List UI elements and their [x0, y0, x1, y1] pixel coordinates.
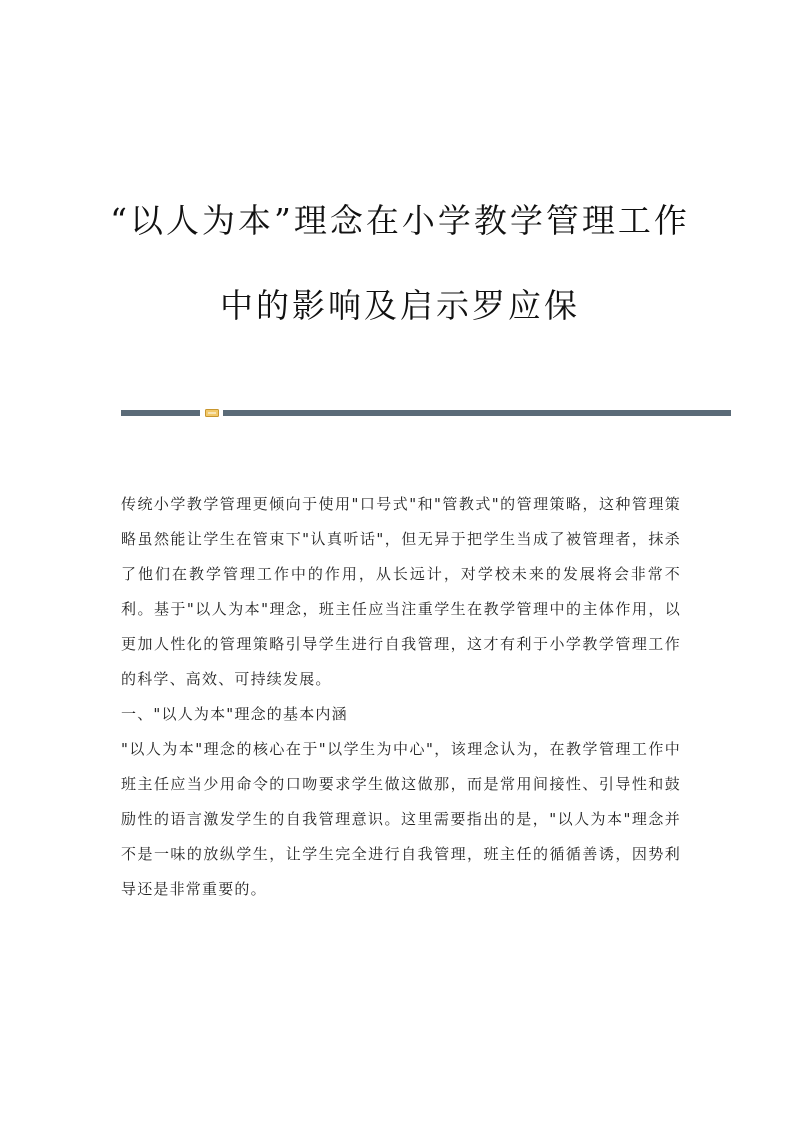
title-line-1: “以人为本”理念在小学教学管理工作	[110, 201, 690, 240]
divider-bar-left	[121, 410, 200, 416]
paragraph-section-1: "以人为本"理念的核心在于"以学生为中心"，该理念认为，在教学管理工作中班主任应当少用命令的口吻要求学生做这做那，而是常用间接性、引导性和鼓励性的语言激发学生的自我管理意识。这里需要指出的是，"以人为本"理念并不是一味的放纵学生，让学生完全进行自我管理，班主任的循循善诱，因势利导还是非常重要的。	[121, 740, 681, 898]
title-divider	[121, 409, 731, 417]
document-title	[0, 178, 800, 348]
section-heading-1: 一、"以人为本"理念的基本内涵	[121, 705, 348, 723]
title-line-2: 中的影响及启示罗应保	[220, 286, 580, 325]
document-body	[121, 487, 681, 907]
paragraph-intro: 传统小学教学管理更倾向于使用"口号式"和"管教式"的管理策略，这种管理策略虽然能让学生在管束下"认真听话"，但无异于把学生当成了被管理者，抹杀了他们在教学管理工作中的作用，从长远计，对学校未来的发展将会非常不利。基于"以人为本"理念，班主任应当注重学生在教学管理中的主体作用，以更加人性化的管理策略引导学生进行自我管理，这才有利于小学教学管理工作的科学、高效、可持续发展。	[121, 495, 681, 688]
divider-bar-right	[223, 410, 731, 416]
divider-ornament-icon	[205, 409, 219, 417]
